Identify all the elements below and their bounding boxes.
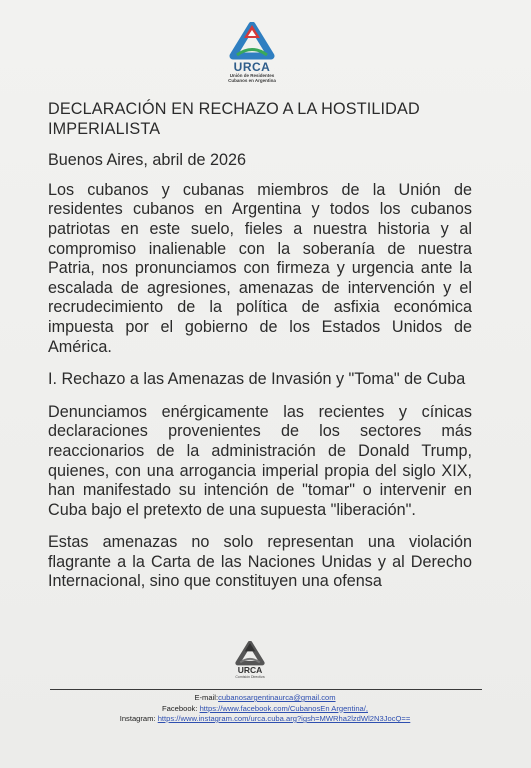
header-logo-subtitle-1: Unión de Residentes [229, 73, 275, 78]
paragraph-3: Estas amenazas no solo representan una violación flagrante a la Carta de las Naciones Unidas y al Derecho Internacional, sino que constituyen una ofensa [48, 533, 472, 591]
place-date: Buenos Aires, abril de 2026 [48, 151, 246, 170]
header-logo [219, 22, 285, 92]
header-logo-name: URCA [233, 60, 271, 74]
instagram-link[interactable]: https://www.instagram.com/urca.cuba.arg?igsh=MWRha2lzdWl2N3JocQ== [157, 714, 411, 723]
footer-facebook-row [40, 704, 490, 715]
document-title: DECLARACIÓN EN RECHAZO A LA HOSTILIDAD IMPERIALISTA [48, 100, 420, 138]
document-body [48, 100, 472, 605]
section-1-heading: I. Rechazo a las Amenazas de Invasión y "Toma" de Cuba [48, 370, 466, 389]
email-label: E-mail: [194, 693, 219, 702]
urca-triangle-logo-icon [227, 22, 277, 62]
header-logo-subtitle-2: Cubanos en Argentina [228, 78, 276, 83]
instagram-label: Instagram: [119, 714, 158, 723]
footer-email-row [40, 693, 490, 704]
footer-instagram-row [40, 714, 490, 725]
paragraph-2: Denunciamos enérgicamente las recientes y cínicas declaraciones provenientes de los sectores más reaccionarios de la administración de Donald Trump, quienes, con una arrogancia imperial propia del siglo XIX, han manifestado su intención de "tomar" o intervenir en Cuba bajo el pretexto de una supuesta "liberación". [48, 402, 472, 519]
footer-contacts [40, 693, 490, 725]
email-link[interactable]: cubanosargentinaurca@gmail.com [218, 693, 336, 702]
footer-logo [228, 641, 272, 679]
facebook-link[interactable]: https://www.facebook.com/CubanosEn Argentina/, [199, 703, 368, 713]
footer-logo-name: URCA [237, 665, 263, 675]
facebook-label: Facebook: [161, 703, 200, 713]
paragraph-1: Los cubanos y cubanas miembros de la Unión de residentes cubanos en Argentina y todos los cubanos patriotas en este suelo, fieles a nuestra historia y al compromiso inalienable con la soberanía de nuestra Patria, nos pronunciamos con firmeza y urgencia ante la escalada de agresiones, amenazas de intervención y el recrudecimiento de la política de asfixia económica impuesta por el gobierno de los Estados Unidos de América. [48, 180, 472, 356]
urca-triangle-logo-grey-icon [233, 641, 267, 667]
footer-logo-subtitle: Comisión Directiva [235, 675, 265, 679]
footer-divider [50, 689, 482, 690]
